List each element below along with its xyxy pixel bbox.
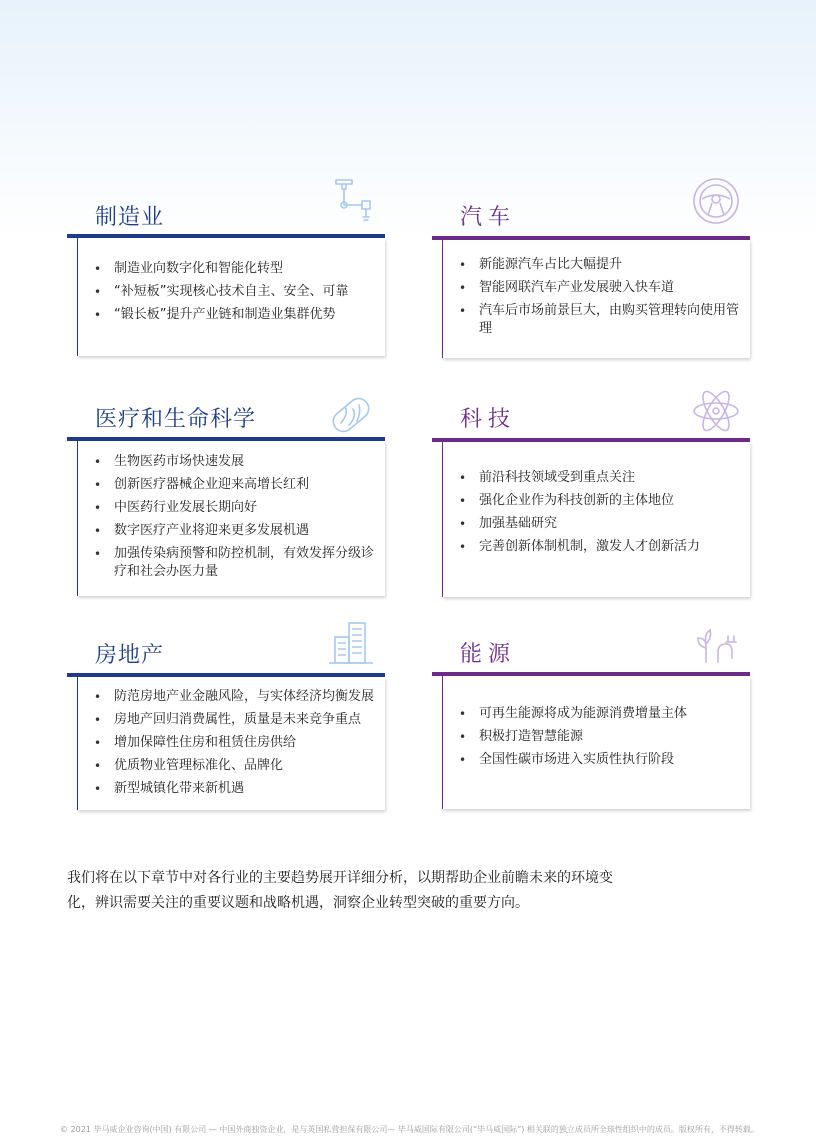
- section-card: [442, 240, 750, 358]
- list-item: • 新能源汽车占比大幅提升: [443, 256, 740, 274]
- list-item: • 生物医药市场快速发展: [78, 453, 375, 471]
- buildings-icon: [327, 619, 375, 667]
- list-item: • 房地产回归消费属性，质量是未来竞争重点: [78, 711, 375, 729]
- list-item: • 可再生能源将成为能源消费增量主体: [443, 705, 740, 723]
- section-card: [442, 676, 750, 809]
- list-item: • 制造业向数字化和智能化转型: [78, 260, 375, 278]
- section-card: [77, 441, 385, 596]
- list-item: • 汽车后市场前景巨大，由购买管理转向使用管理: [443, 302, 740, 338]
- list-item: • 强化企业作为科技创新的主体地位: [443, 492, 740, 510]
- list-item: • “锻长板”提升产业链和制造业集群优势: [78, 306, 375, 324]
- list-item: • 加强基础研究: [443, 515, 740, 533]
- list-item: • 全国性碳市场进入实质性执行阶段: [443, 751, 740, 769]
- section-technology: [432, 407, 750, 602]
- list-item: • 前沿科技领域受到重点关注: [443, 469, 740, 487]
- list-item: • 新型城镇化带来新机遇: [78, 780, 375, 798]
- section-title: 房地产: [95, 643, 165, 668]
- section-title: 汽车: [460, 205, 517, 230]
- section-card: [77, 677, 385, 810]
- section-real-estate: [67, 643, 385, 813]
- list-item: • 完善创新体制机制，激发人才创新活力: [443, 538, 740, 556]
- section-title: 能源: [460, 642, 517, 667]
- list-item: • 加强传染病预警和防控机制，有效发挥分级诊疗和社会办医力量: [78, 545, 375, 581]
- section-energy: [432, 642, 750, 812]
- section-title: 医疗和生命科学: [95, 407, 257, 432]
- dna-capsule-icon: [327, 391, 375, 439]
- section-title: 制造业: [95, 205, 165, 230]
- section-automotive: [432, 205, 750, 360]
- steering-wheel-icon: [692, 177, 740, 225]
- robotic-arm-icon: [332, 177, 380, 225]
- atom-icon: [692, 387, 740, 435]
- list-item: • 优质物业管理标准化、品牌化: [78, 757, 375, 775]
- list-item: • 智能网联汽车产业发展驶入快车道: [443, 279, 740, 297]
- list-item: • 创新医疗器械企业迎来高增长红利: [78, 476, 375, 494]
- list-item: • 防范房地产业金融风险，与实体经济均衡发展: [78, 688, 375, 706]
- list-item: • 增加保障性住房和租赁住房供给: [78, 734, 375, 752]
- section-manufacturing: [67, 205, 385, 360]
- list-item: • “补短板”实现核心技术自主、安全、可靠: [78, 283, 375, 301]
- list-item: • 中医药行业发展长期向好: [78, 499, 375, 517]
- copyright-footer: © 2021 毕马威企业咨询(中国) 有限公司 — 中国外商独资企业，是与英国私营担保有限公司— 毕马威国际有限公司(“毕马威国际”) 相关联的独立成员所全球性组织中的成员。版权所有，不得转载。: [60, 1125, 759, 1134]
- plant-plug-icon: [692, 618, 740, 666]
- section-title: 科技: [460, 407, 517, 432]
- list-item: • 数字医疗产业将迎来更多发展机遇: [78, 522, 375, 540]
- list-item: • 积极打造智慧能源: [443, 728, 740, 746]
- section-card: [442, 442, 750, 597]
- section-card: [77, 238, 385, 356]
- summary-paragraph: 我们将在以下章节中对各行业的主要趋势展开详细分析，以期帮助企业前瞻未来的环境变化，辨识需要关注的重要议题和战略机遇，洞察企业转型突破的重要方向。: [67, 870, 613, 911]
- section-healthcare: [67, 407, 385, 602]
